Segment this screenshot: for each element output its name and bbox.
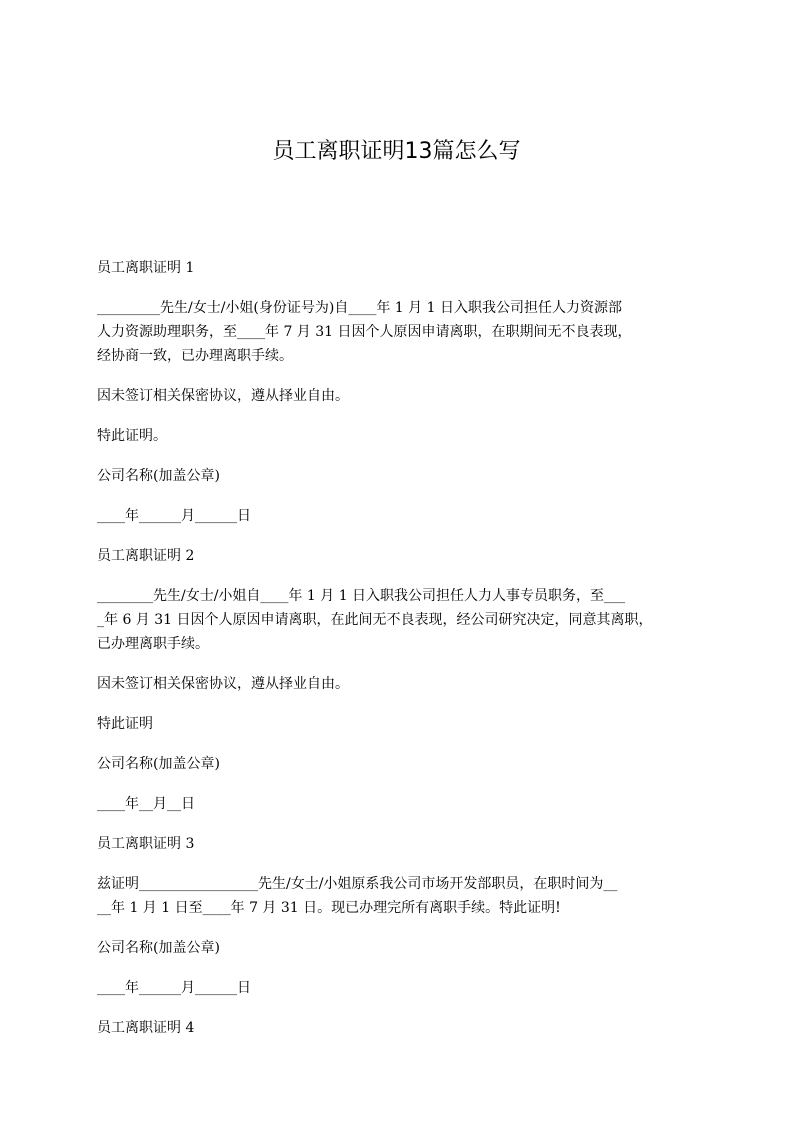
text-line: 员工离职证明 2: [97, 548, 195, 564]
text-line: 公司名称(加盖公章): [97, 468, 220, 484]
paragraph: [97, 712, 719, 736]
document-title: 员工离职证明13篇怎么写: [272, 139, 521, 164]
text-line: 已办理离职手续。: [97, 636, 209, 652]
paragraph: [97, 464, 719, 488]
text-line: 特此证明: [97, 716, 153, 732]
paragraph: [97, 832, 719, 856]
paragraph: [97, 424, 719, 448]
text-line: 人力资源助理职务，至____年 7 月 31 日因个人原因申请离职，在职期间无不良表现，: [97, 324, 632, 340]
paragraph: [97, 872, 719, 920]
text-line: ____年__月__日: [97, 796, 195, 812]
text-line: ____年______月______日: [97, 980, 251, 996]
text-line: ________先生/女士/小姐自____年 1 月 1 日入职我公司担任人力人事专员职务，至___: [97, 588, 626, 604]
paragraph: [97, 936, 719, 960]
paragraph: [97, 1016, 719, 1040]
paragraph: [97, 504, 719, 528]
text-line: 兹证明_________________先生/女士/小姐原系我公司市场开发部职员，在职时间为__: [97, 876, 618, 892]
text-line: 员工离职证明 3: [97, 836, 195, 852]
text-line: 公司名称(加盖公章): [97, 940, 220, 956]
text-line: 公司名称(加盖公章): [97, 756, 220, 772]
paragraph: [97, 256, 719, 280]
paragraph: [97, 584, 719, 656]
text-line: 特此证明。: [97, 428, 167, 444]
paragraph: [97, 752, 719, 776]
text-line: _年 6 月 31 日因个人原因申请离职，在此间无不良表现，经公司研究决定，同意其离职，: [97, 612, 653, 628]
text-line: 员工离职证明 4: [97, 1020, 195, 1036]
text-line: 因未签订相关保密协议，遵从择业自由。: [97, 388, 349, 404]
paragraph: [97, 672, 719, 696]
paragraph: [97, 976, 719, 1000]
paragraph: [97, 384, 719, 408]
text-line: ____年______月______日: [97, 508, 251, 524]
paragraph: [97, 296, 719, 368]
text-line: _________先生/女士/小姐(身份证号为)自____年 1 月 1 日入职我公司担任人力资源部: [97, 300, 622, 316]
document-body: [97, 256, 719, 1056]
paragraph: [97, 792, 719, 816]
text-line: __年 1 月 1 日至____年 7 月 31 日。现已办理完所有离职手续。特此证明!: [97, 900, 561, 916]
text-line: 员工离职证明 1: [97, 260, 195, 276]
paragraph: [97, 544, 719, 568]
text-line: 经协商一致，已办理离职手续。: [97, 348, 293, 364]
text-line: 因未签订相关保密协议，遵从择业自由。: [97, 676, 349, 692]
